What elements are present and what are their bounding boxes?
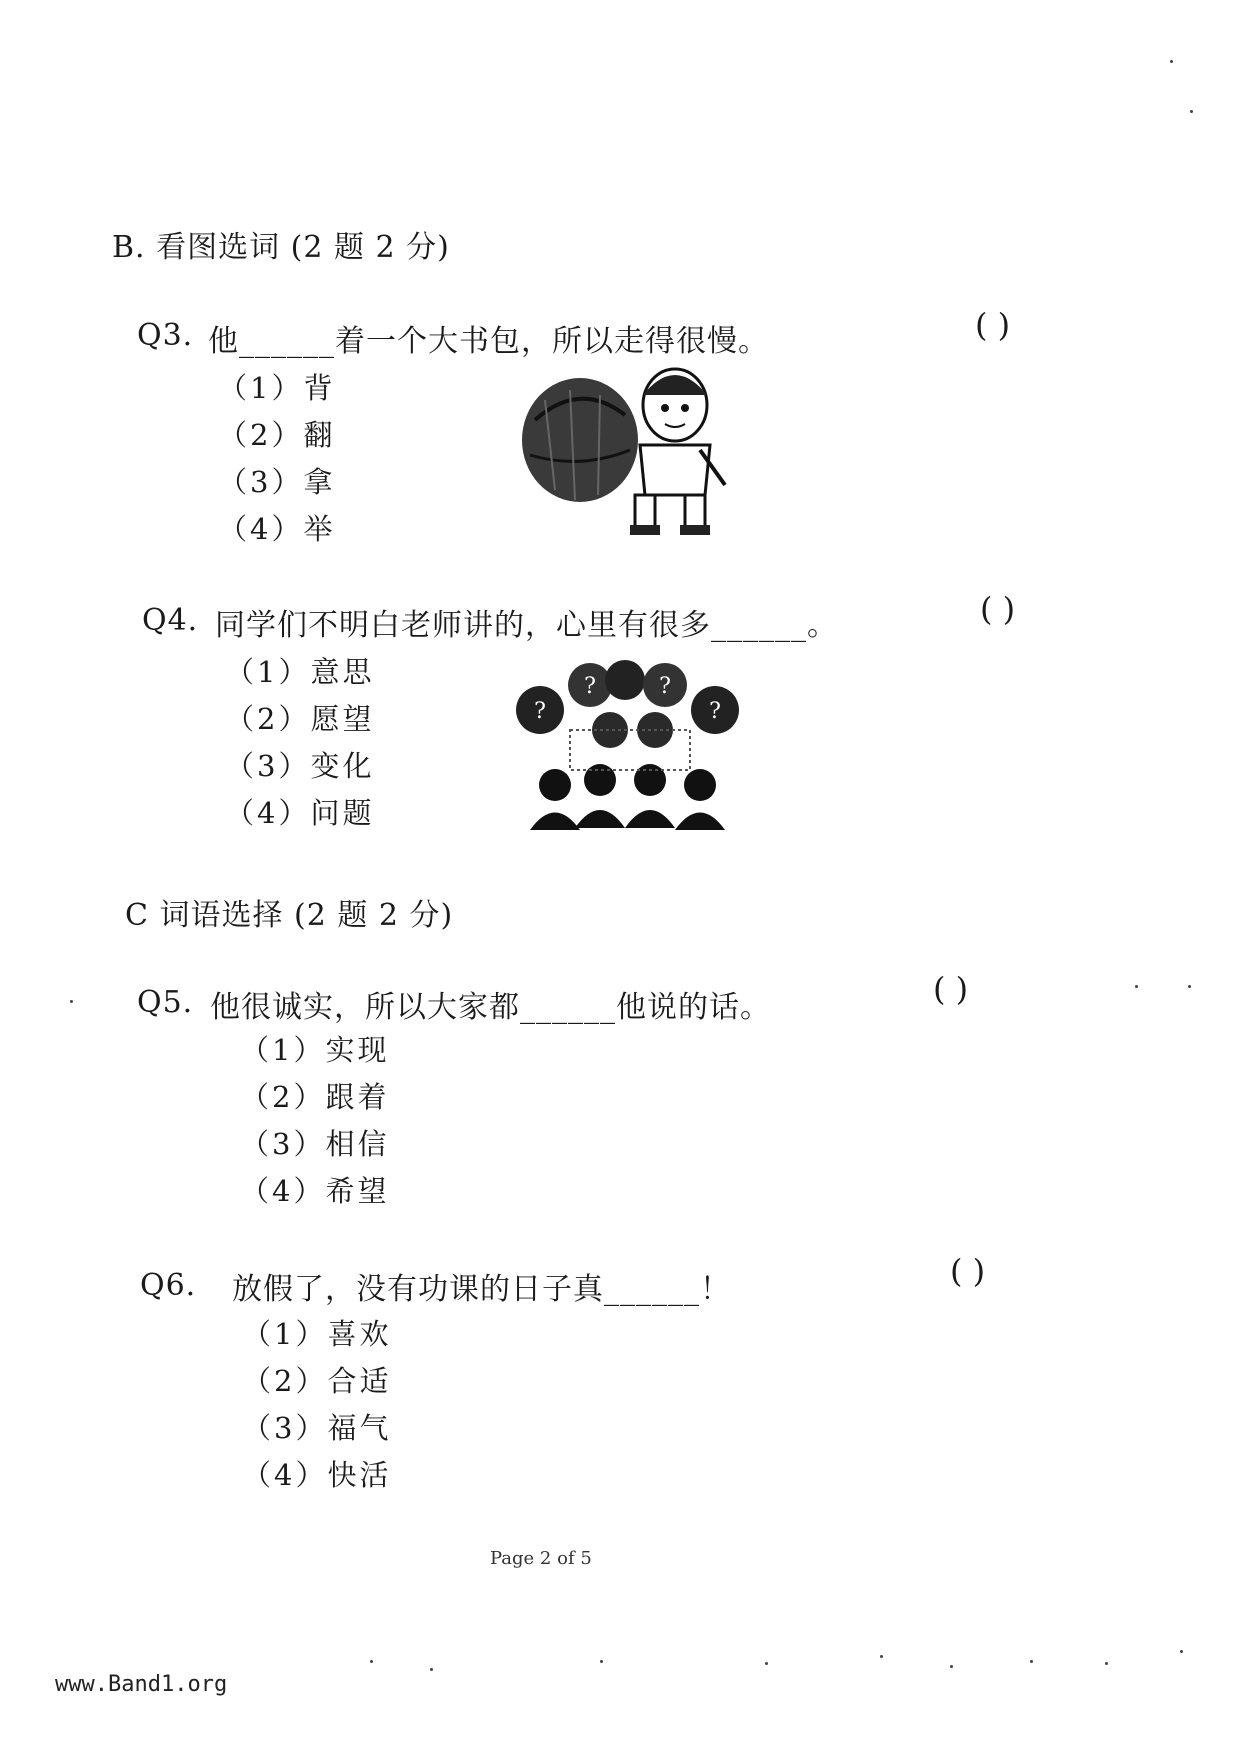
q6-number: Q6. — [140, 1268, 197, 1303]
q4-option-2[interactable]: （2）愿望 — [225, 702, 375, 736]
section-b-title: B. 看图选词 (2 题 2 分) — [112, 230, 450, 265]
q4-number: Q4. — [142, 603, 199, 638]
scan-speck — [880, 1655, 883, 1658]
svg-text:?: ? — [534, 699, 546, 724]
scan-speck — [950, 1665, 953, 1668]
q6-option-3[interactable]: （3）福气 — [242, 1411, 392, 1445]
q4-option-1[interactable]: （1）意思 — [225, 655, 375, 689]
q6-option-2[interactable]: （2）合适 — [242, 1364, 392, 1398]
scan-speck — [1170, 60, 1173, 63]
q3-option-3[interactable]: （3）拿 — [218, 465, 336, 499]
q5-option-1[interactable]: （1）实现 — [240, 1033, 390, 1067]
q5-option-3[interactable]: （3）相信 — [240, 1127, 390, 1161]
students-with-questions-illustration — [510, 660, 750, 840]
scan-speck — [600, 1660, 603, 1663]
q3-number: Q3. — [137, 318, 194, 353]
q6-text: 放假了，没有功课的日子真______！ — [232, 1272, 731, 1307]
svg-text:?: ? — [659, 674, 671, 699]
scan-speck — [430, 1668, 433, 1671]
scan-speck — [1030, 1660, 1033, 1663]
page-number: Page 2 of 5 — [490, 1548, 592, 1569]
q6-option-4[interactable]: （4）快活 — [242, 1458, 392, 1492]
q3-option-1[interactable]: （1）背 — [218, 371, 336, 405]
q4-option-3[interactable]: （3）变化 — [225, 749, 375, 783]
scan-speck — [1180, 1650, 1183, 1653]
section-c-title: C 词语选择 (2 题 2 分) — [125, 898, 454, 933]
q6-answer-bracket[interactable]: ( ) — [950, 1252, 986, 1290]
q3-text: 他______着一个大书包，所以走得很慢。 — [208, 324, 769, 359]
q4-text: 同学们不明白老师讲的，心里有很多______。 — [215, 608, 838, 643]
scan-speck — [1190, 110, 1193, 113]
q4-answer-bracket[interactable]: ( ) — [980, 590, 1016, 628]
scan-speck — [1188, 985, 1191, 988]
q4-option-4[interactable]: （4）问题 — [225, 796, 375, 830]
scan-speck — [70, 1000, 73, 1003]
q5-text: 他很诚实，所以大家都______他说的话。 — [210, 990, 771, 1025]
svg-text:?: ? — [709, 699, 721, 724]
watermark: www.Band1.org — [55, 1672, 228, 1697]
q3-option-4[interactable]: （4）举 — [218, 512, 336, 546]
boy-with-backpack-illustration — [510, 360, 740, 540]
q5-option-4[interactable]: （4）希望 — [240, 1174, 390, 1208]
q5-option-2[interactable]: （2）跟着 — [240, 1080, 390, 1114]
scan-speck — [370, 1660, 373, 1663]
q3-answer-bracket[interactable]: ( ) — [975, 306, 1011, 344]
q5-number: Q5. — [137, 985, 194, 1020]
q3-option-2[interactable]: （2）翻 — [218, 418, 336, 452]
svg-text:?: ? — [584, 674, 596, 699]
scan-speck — [1135, 985, 1138, 988]
q6-option-1[interactable]: （1）喜欢 — [242, 1317, 392, 1351]
scan-speck — [1105, 1662, 1108, 1665]
scan-speck — [765, 1662, 768, 1665]
q5-answer-bracket[interactable]: ( ) — [933, 970, 969, 1008]
